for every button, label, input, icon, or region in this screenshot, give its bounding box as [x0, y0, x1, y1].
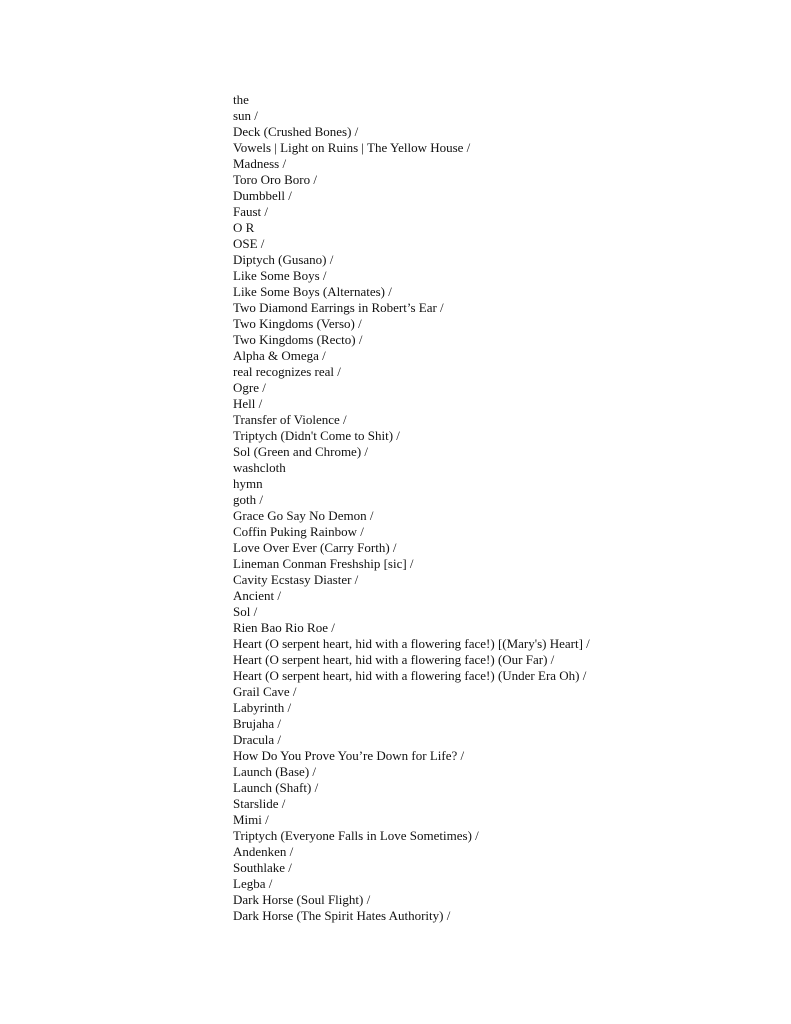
text-line: Diptych (Gusano) / [233, 252, 334, 267]
text-line: real recognizes real / [233, 364, 341, 379]
text-line: goth / [233, 492, 263, 507]
text-line: Two Kingdoms (Verso) / [233, 316, 362, 331]
text-line: Ancient / [233, 588, 282, 603]
text-line: Dracula / [233, 732, 282, 747]
text-line: Launch (Base) / [233, 764, 317, 779]
text-line: Ogre / [233, 380, 266, 395]
text-line: Two Kingdoms (Recto) / [233, 332, 363, 347]
text-line: hymn [233, 476, 263, 491]
text-line: Transfer of Violence / [233, 412, 347, 427]
text-line: Launch (Shaft) / [233, 780, 319, 795]
text-line: sun / [233, 108, 258, 123]
text-line: Starslide / [233, 796, 286, 811]
text-line: the [233, 92, 249, 107]
text-line: Heart (O serpent heart, hid with a flowering face!) [(Mary's) Heart] / [233, 636, 590, 651]
text-line: Madness / [233, 156, 287, 171]
text-line: Sol (Green and Chrome) / [233, 444, 369, 459]
text-line: Labyrinth / [233, 700, 292, 715]
text-line: Dumbbell / [233, 188, 292, 203]
text-line: Dark Horse (Soul Flight) / [233, 892, 371, 907]
text-line: Rien Bao Rio Roe / [233, 620, 335, 635]
text-line: Southlake / [233, 860, 292, 875]
text-line: washcloth [233, 460, 286, 475]
text-line: Like Some Boys (Alternates) / [233, 284, 392, 299]
text-line: Lineman Conman Freshship [sic] / [233, 556, 414, 571]
text-line: Two Diamond Earrings in Robert’s Ear / [233, 300, 444, 315]
text-line: Love Over Ever (Carry Forth) / [233, 540, 397, 555]
title-list [233, 92, 590, 924]
text-line: Triptych (Everyone Falls in Love Sometimes) / [233, 828, 479, 843]
text-line: O R [233, 220, 255, 235]
text-line: Dark Horse (The Spirit Hates Authority) / [233, 908, 451, 923]
text-line: Triptych (Didn't Come to Shit) / [233, 428, 400, 443]
text-line: Heart (O serpent heart, hid with a flowering face!) (Under Era Oh) / [233, 668, 587, 683]
text-line: Mimi / [233, 812, 269, 827]
text-line: Alpha & Omega / [233, 348, 326, 363]
text-line: Brujaha / [233, 716, 282, 731]
text-line: How Do You Prove You’re Down for Life? / [233, 748, 465, 763]
text-line: Hell / [233, 396, 263, 411]
text-line: Heart (O serpent heart, hid with a flowering face!) (Our Far) / [233, 652, 555, 667]
text-line: Like Some Boys / [233, 268, 327, 283]
text-line: Grail Cave / [233, 684, 297, 699]
text-line: Sol / [233, 604, 258, 619]
text-line: Coffin Puking Rainbow / [233, 524, 364, 539]
text-line: Legba / [233, 876, 273, 891]
text-line: Andenken / [233, 844, 294, 859]
text-line: Cavity Ecstasy Diaster / [233, 572, 359, 587]
text-line: Vowels | Light on Ruins | The Yellow House / [233, 140, 471, 155]
text-line: OSE / [233, 236, 265, 251]
text-line: Grace Go Say No Demon / [233, 508, 374, 523]
text-line: Faust / [233, 204, 269, 219]
text-line: Toro Oro Boro / [233, 172, 317, 187]
text-line: Deck (Crushed Bones) / [233, 124, 359, 139]
